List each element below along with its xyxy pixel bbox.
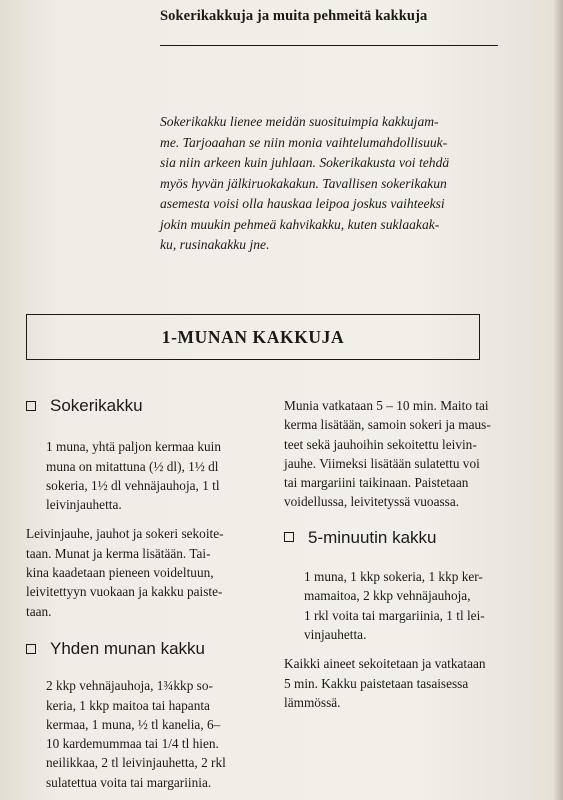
method-yhden-munan-kakku [284, 396, 524, 512]
recipe-title-text: 5-minuutin kakku [308, 527, 437, 547]
recipe-title-sokerikakku [26, 396, 262, 415]
ingredients-sokerikakku [26, 437, 262, 514]
ingredient-line: neilikkaa, 2 tl leivinjauhetta, 2 rkl [46, 755, 226, 771]
recipe-title-text: Sokerikakku [50, 396, 143, 415]
ingredient-line: 2 kkp vehnäjauhoja, 1¾kkp so- [46, 678, 213, 694]
header-rule [160, 45, 498, 46]
method-line: Munia vatkataan 5 – 10 min. Maito tai [284, 398, 489, 413]
left-column [26, 396, 262, 792]
method-line: kina kaadetaan pieneen voideltuun, [26, 565, 214, 581]
section-title: 1-MUNAN KAKKUJA [161, 326, 345, 347]
running-header: Sokerikakkuja ja muita pehmeitä kakkuja [160, 8, 428, 24]
method-line: voidellussa, leivitetyssä vuoassa. [284, 494, 460, 510]
checkbox-icon [26, 644, 36, 654]
recipe-title-text: Yhden munan kakku [50, 638, 205, 658]
ingredients-5-minuutin-kakku [284, 567, 524, 644]
ingredient-line: 1 rkl voita tai margariinia, 1 tl lei- [304, 607, 485, 623]
right-column [284, 396, 524, 712]
recipe-title-5-minuutin-kakku [284, 528, 524, 547]
method-line: lämmössä. [284, 694, 341, 710]
method-line: leivitettyyn vuokaan ja kakku paiste- [26, 584, 223, 600]
ingredient-line: sulatettua voita tai margariinia. [46, 774, 212, 790]
method-line: 5 min. Kakku paistetaan tasaisessa [284, 675, 469, 691]
ingredient-line: 1 muna, 1 kkp sokeria, 1 kkp ker- [304, 569, 483, 585]
method-line: taan. [26, 603, 52, 619]
ingredient-line: sokeria, 1½ dl vehnäjauhoja, 1 tl [46, 477, 220, 493]
intro-paragraph [160, 112, 520, 256]
intro-line: myös hyvän jälkiruokakakun. Tavallisen sokerikakun [160, 175, 447, 191]
method-line: jauhe. Viimeksi lisätään sulatettu voi [284, 455, 480, 471]
intro-line: asemesta voisi olla hauskaa leipoa joskus vaihteeksi [160, 196, 445, 211]
method-5-minuutin-kakku [284, 654, 524, 712]
checkbox-icon [284, 532, 294, 542]
recipe-title-yhden-munan-kakku [26, 639, 262, 658]
ingredient-line: muna on mitattuna (½ dl), 1½ dl [46, 458, 219, 474]
method-line: taan. Munat ja kerma lisätään. Tai- [26, 545, 211, 561]
intro-line: Sokerikakku lienee meidän suosituimpia kakkujam- [160, 114, 439, 129]
page-edge-shadow [553, 0, 563, 800]
ingredient-line: keria, 1 kkp maitoa tai hapanta [46, 697, 210, 713]
section-heading-box [26, 314, 480, 360]
ingredient-line: vinjauhetta. [304, 626, 367, 642]
intro-line: jokin muukin pehmeä kahvikakku, kuten suklaakak- [160, 216, 440, 232]
method-line: Leivinjauhe, jauhot ja sokeri sekoite- [26, 526, 224, 542]
ingredient-line: mamaitoa, 2 kkp vehnäjauhoja, [304, 588, 471, 604]
intro-line: sia niin arkeen kuin juhlaan. Sokerikakusta voi tehdä [160, 155, 450, 170]
ingredient-line: 1 muna, yhtä paljon kermaa kuin [46, 439, 222, 455]
method-line: kerma lisätään, samoin sokeri ja maus- [284, 417, 491, 433]
ingredient-line: leivinjauhetta. [46, 497, 122, 513]
method-sokerikakku [26, 524, 262, 620]
method-line: Kaikki aineet sekoitetaan ja vatkataan [284, 656, 486, 672]
checkbox-icon [26, 401, 36, 411]
method-line: tai margariini taikinaan. Paistetaan [284, 475, 469, 491]
intro-line: me. Tarjoaahan se niin monia vaihtelumahdollisuuk- [160, 134, 448, 150]
ingredients-yhden-munan-kakku [26, 676, 262, 792]
ingredient-line: kermaa, 1 muna, ½ tl kanelia, 6– [46, 716, 221, 732]
method-line: teet sekä jauhoihin sekoitettu leivin- [284, 436, 477, 452]
ingredient-line: 10 kardemummaa tai 1/4 tl hien. [46, 736, 219, 752]
intro-line: ku, rusinakakku jne. [160, 237, 270, 252]
